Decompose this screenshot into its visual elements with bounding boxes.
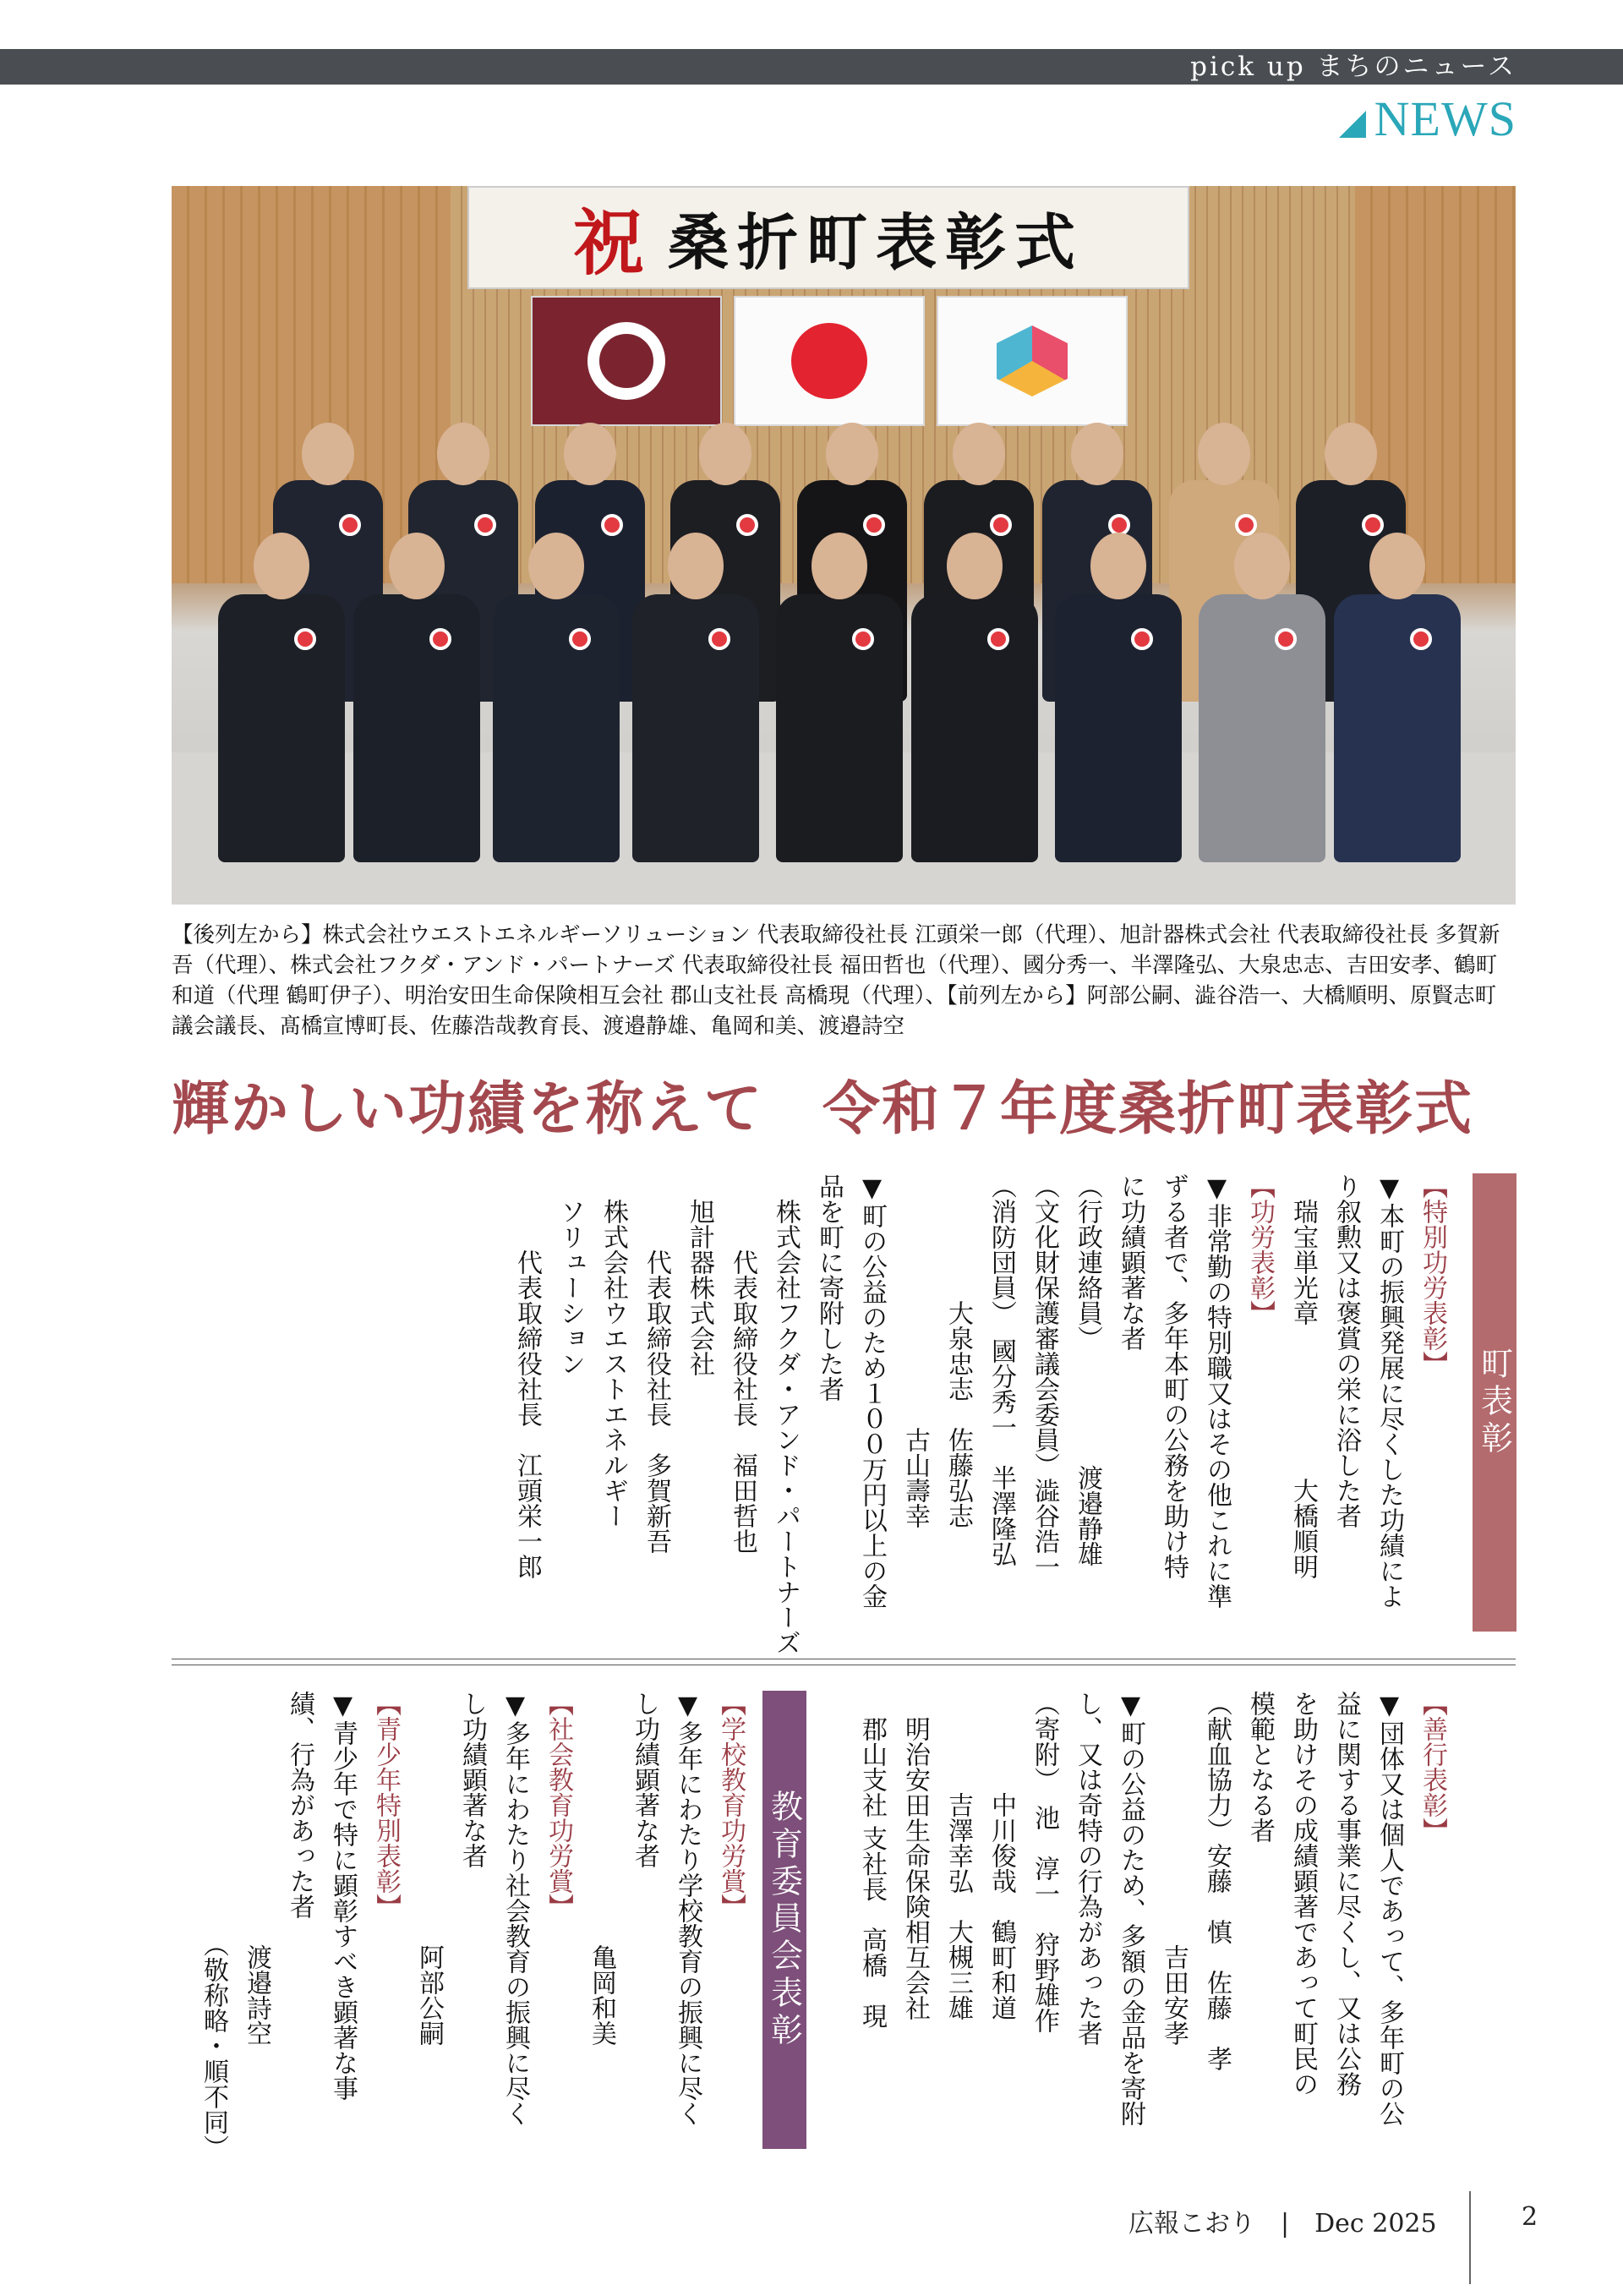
- award-text: 代表取締役社長 多賀新吾: [642, 1173, 671, 1554]
- text-column: [635, 1173, 678, 1634]
- person-body: [776, 594, 903, 862]
- award-text: （献血協力）安藤 慎 佐藤 孝: [1202, 1691, 1232, 2071]
- text-column: [1195, 1691, 1238, 2151]
- award-category-tag: 【特別功労表彰】: [1418, 1173, 1447, 1376]
- person-head: [699, 423, 751, 485]
- text-column: [1238, 1691, 1281, 2151]
- rosette-icon: [1131, 628, 1153, 650]
- banner-iwai: 祝: [572, 200, 644, 285]
- text-column: [580, 1691, 623, 2151]
- person-body: [911, 594, 1038, 862]
- person-head: [826, 423, 878, 485]
- award-text: （文化財保護審議会委員）澁谷浩一: [1030, 1173, 1059, 1579]
- text-column: [807, 1173, 850, 1634]
- award-text: 瑞宝単光章 大橋順明: [1288, 1173, 1318, 1579]
- text-column: [1281, 1691, 1325, 2151]
- award-text: 代表取締役社長 江頭栄一郎: [512, 1173, 542, 1579]
- person-body: [632, 594, 759, 862]
- news-heading: [1339, 91, 1516, 145]
- person-figure: [776, 533, 903, 862]
- award-text: 大泉忠志 佐藤弘志: [943, 1173, 973, 1528]
- award-text: 中川俊哉 鶴町和道: [986, 1691, 1016, 2020]
- text-column: [893, 1691, 937, 2151]
- triangle-icon: [1339, 111, 1366, 138]
- section-divider: [172, 1659, 1516, 1665]
- text-column: [537, 1691, 580, 2151]
- award-text: ずる者で、多年本町の公務を助け特: [1159, 1173, 1189, 1579]
- person-head: [1090, 533, 1146, 599]
- person-figure: [218, 533, 345, 862]
- text-column: [549, 1173, 592, 1634]
- rosette-icon: [708, 628, 730, 650]
- award-text: ▼非常勤の特別職又はその他これに準: [1202, 1173, 1232, 1609]
- person-head: [254, 533, 309, 599]
- text-column: [1152, 1691, 1195, 2151]
- award-text: し功績顕著な者: [630, 1691, 659, 1868]
- text-column: [235, 1691, 278, 2151]
- award-text: （消防団員） 國分秀一 半澤隆弘: [986, 1173, 1016, 1566]
- award-text: 明治安田生命保険相互会社: [900, 1691, 930, 2020]
- person-body: [1199, 594, 1325, 862]
- award-text: （敬称略・順不同）: [199, 1691, 228, 2160]
- award-category-tag: 【青少年特別表彰】: [371, 1691, 401, 1919]
- award-text: 阿部公嗣: [414, 1691, 444, 2046]
- person-head: [1325, 423, 1377, 485]
- award-text: 吉澤幸弘 大槻三雄: [943, 1691, 973, 2020]
- person-body: [1055, 594, 1182, 862]
- award-text: を助けその成績顕著であって町民の: [1288, 1691, 1318, 2096]
- text-column: [1368, 1173, 1411, 1634]
- person-head: [947, 533, 1003, 599]
- award-category-tag: 【功労表彰】: [1245, 1173, 1275, 1326]
- text-column: [893, 1173, 937, 1634]
- award-text: ▼町の公益のため、多額の金品を寄附: [1116, 1691, 1145, 2126]
- person-figure: [1199, 533, 1325, 862]
- town-award-text: [505, 1173, 1454, 1655]
- award-text: ▼団体又は個人であって、多年町の公: [1374, 1691, 1404, 2126]
- award-category-tag: 【社会教育功労賞】: [544, 1691, 573, 1919]
- text-column: [321, 1691, 364, 2151]
- text-column: [1325, 1173, 1368, 1634]
- award-text: 績、行為があった者: [285, 1691, 314, 1919]
- text-column: [1195, 1173, 1238, 1634]
- award-text: 益に関する事業に尽くし、又は公務: [1331, 1691, 1361, 2096]
- ceremony-photo: [172, 186, 1516, 905]
- award-text: ▼本町の振興発展に尽くした功績によ: [1374, 1173, 1404, 1609]
- award-text: 渡邉詩空: [242, 1691, 271, 2046]
- award-text: 品を町に寄附した者: [814, 1173, 844, 1402]
- text-column: [407, 1691, 451, 2151]
- award-text: 吉田安孝: [1159, 1691, 1189, 2046]
- text-column: [1281, 1173, 1325, 1634]
- award-category-tag: 【善行表彰】: [1418, 1691, 1447, 1843]
- award-text: 代表取締役社長 福田哲也: [728, 1173, 757, 1554]
- rosette-icon: [1410, 628, 1432, 650]
- text-column: [1238, 1173, 1281, 1634]
- person-head: [528, 533, 584, 599]
- text-column: [1411, 1691, 1454, 2151]
- text-column: [623, 1691, 666, 2151]
- text-column: [1023, 1691, 1066, 2151]
- rosette-icon: [569, 628, 591, 650]
- person-head: [564, 423, 616, 485]
- text-column: [451, 1691, 494, 2151]
- page-number: 2: [1522, 2202, 1538, 2232]
- award-text: し功績顕著な者: [457, 1691, 487, 1868]
- person-body: [493, 594, 620, 862]
- text-column: [1023, 1173, 1066, 1634]
- text-column: [709, 1691, 752, 2151]
- award-text: ▼青少年で特に顕彰すべき顕著な事: [328, 1691, 358, 2101]
- education-award-label: 教育委員会表彰: [762, 1691, 806, 2149]
- award-text: （寄附） 池 淳一 狩野雄作: [1030, 1691, 1059, 2033]
- person-body: [218, 594, 345, 862]
- footer-divider: [1469, 2191, 1471, 2284]
- person-head: [1234, 533, 1290, 599]
- footer-publication: 広報こおり | Dec 2025: [1128, 2209, 1437, 2239]
- town-award-label: 町表彰: [1473, 1173, 1516, 1632]
- banner-text: 桑折町表彰式: [668, 206, 1085, 278]
- person-head: [668, 533, 724, 599]
- text-column: [505, 1173, 549, 1634]
- person-head: [437, 423, 489, 485]
- text-column: [666, 1691, 709, 2151]
- person-figure: [1334, 533, 1461, 862]
- person-head: [389, 533, 445, 599]
- person-head: [1071, 423, 1123, 485]
- text-column: [678, 1173, 721, 1634]
- rosette-icon: [1275, 628, 1297, 650]
- text-column: [980, 1691, 1023, 2151]
- text-column: [937, 1691, 980, 2151]
- photo-caption: 【後列左から】株式会社ウエストエネルギーソリューション 代表取締役社長 江頭栄一郎（代理）、旭計器株式会社 代表取締役社長 多賀新吾（代理）、株式会社フクダ・アンド・パートナーズ 代表取締役社長 福田哲也（代理）、國分秀一、半澤隆弘、大泉忠志、吉田安孝、鶴町和道（代理 鶴町伊子）、明治安田生命保険相互会社 郡山支社長 高橋現（代理）、【前列左から】阿部公嗣、澁谷浩一、大橋順明、原賢志町議会議長、髙橋宣博町長、佐藤浩哉教育長、渡邉静雄、亀岡和美、渡邉詩空: [172, 922, 1500, 1039]
- person-head: [953, 423, 1005, 485]
- education-award-text: [192, 1691, 752, 2160]
- text-column: [1109, 1173, 1152, 1634]
- person-body: [353, 594, 480, 862]
- text-column: [278, 1691, 321, 2151]
- text-column: [1066, 1691, 1109, 2151]
- text-column: [850, 1691, 893, 2151]
- person-head: [302, 423, 354, 485]
- award-text: 古山壽幸: [900, 1173, 930, 1528]
- person-head: [1198, 423, 1250, 485]
- headline: 輝かしい功績を称えて 令和７年度桑折町表彰式: [172, 1075, 1474, 1143]
- text-column: [1411, 1173, 1454, 1634]
- award-text: 模範となる者: [1245, 1691, 1275, 1843]
- text-column: [494, 1691, 537, 2151]
- person-head: [812, 533, 867, 599]
- people-group: [172, 186, 1516, 905]
- text-column: [980, 1173, 1023, 1634]
- text-column: [192, 1691, 235, 2160]
- person-figure: [632, 533, 759, 862]
- text-column: [1325, 1691, 1368, 2151]
- person-figure: [1055, 533, 1182, 862]
- person-figure: [493, 533, 620, 862]
- award-text: ▼多年にわたり学校教育の振興に尽く: [673, 1691, 702, 2126]
- award-text: に功績顕著な者: [1116, 1173, 1145, 1351]
- award-category-tag: 【学校教育功労賞】: [716, 1691, 746, 1919]
- text-column: [1368, 1691, 1411, 2151]
- text-column: [1109, 1691, 1152, 2151]
- award-text: ▼多年にわたり社会教育の振興に尽く: [500, 1691, 530, 2126]
- text-column: [592, 1173, 635, 1634]
- person-figure: [353, 533, 480, 862]
- person-head: [1369, 533, 1425, 599]
- rosette-icon: [429, 628, 451, 650]
- person-figure: [911, 533, 1038, 862]
- award-text: 株式会社フクダ・アンド・パートナーズ: [771, 1173, 801, 1655]
- award-text: 亀岡和美: [587, 1691, 616, 2046]
- award-text: （行政連絡員） 渡邉静雄: [1073, 1173, 1102, 1566]
- section-label: pick up まちのニュース: [1190, 52, 1516, 82]
- text-column: [1066, 1173, 1109, 1634]
- text-column: [721, 1173, 764, 1634]
- award-text: 旭計器株式会社: [685, 1173, 714, 1376]
- person-body: [1334, 594, 1461, 862]
- text-column: [364, 1691, 407, 2151]
- text-column: [850, 1173, 893, 1634]
- text-column: [764, 1173, 807, 1655]
- text-column: [937, 1173, 980, 1634]
- award-text: り叙勲又は褒賞の栄に浴した者: [1331, 1173, 1361, 1528]
- award-text: 郡山支社 支社長 高橋 現: [857, 1691, 887, 2029]
- award-text: し、又は奇特の行為があった者: [1073, 1691, 1102, 2046]
- text-column: [1152, 1173, 1195, 1634]
- rosette-icon: [294, 628, 316, 650]
- rosette-icon: [852, 628, 874, 650]
- news-label: NEWS: [1374, 90, 1516, 146]
- award-text: ▼町の公益のため１００万円以上の金: [857, 1173, 887, 1609]
- rosette-icon: [987, 628, 1009, 650]
- award-text: ソリューション: [555, 1173, 585, 1376]
- award-text: 株式会社ウエストエネルギー: [598, 1173, 628, 1528]
- good-deed-award-text: [850, 1691, 1454, 2151]
